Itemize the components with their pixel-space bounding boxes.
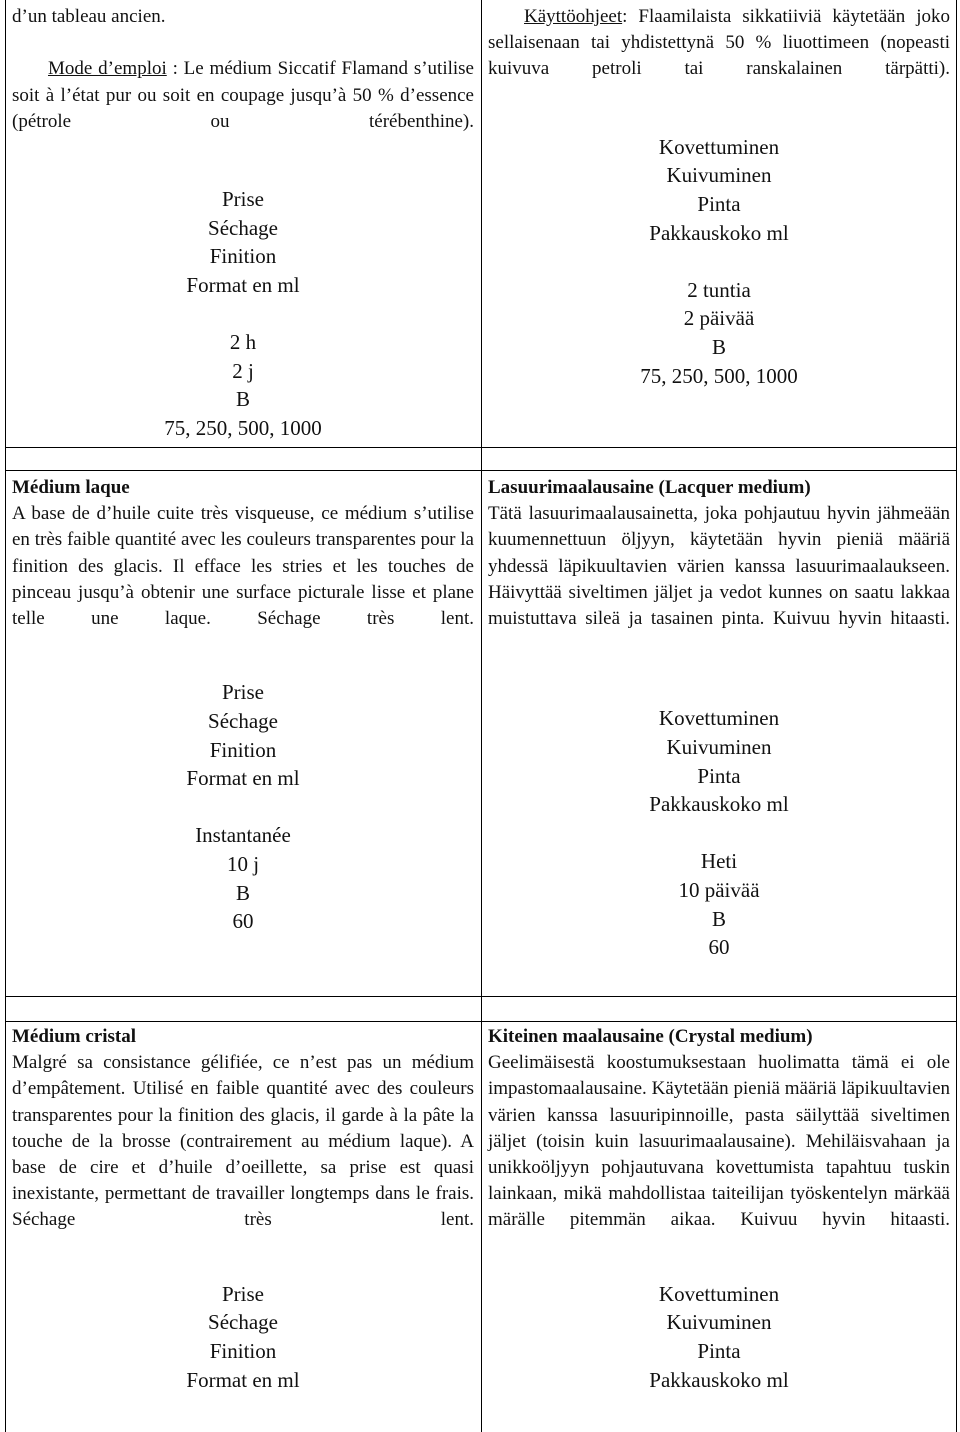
- spec-label-kuivuminen: Kuivuminen: [666, 163, 772, 188]
- spec-label-kovettuminen: Kovettuminen: [658, 1281, 780, 1306]
- spec-value-sechage: 10 j: [226, 851, 260, 876]
- spec-value-pakkauskoko: 75, 250, 500, 1000: [640, 363, 798, 388]
- laque-fi-cell: [488, 475, 950, 962]
- spec-value-format: 60: [232, 909, 254, 934]
- spec-label-prise: Prise: [222, 1281, 264, 1306]
- siccatif-fi-usage: Käyttöohjeet: Flaamilaista sikkatiiviä käytetään joko sellaisenaan tai yhdistettynä 50 % liuottimeen (nopeasti kuivuva petroli tai ranskalainen tärpätti).: [488, 6, 950, 80]
- table-border-middle: [481, 0, 482, 1432]
- cristal-fr-description: Malgré sa consistance gélifiée, ce n’est pas un médium d’empâtement. Utilisé en faible quantité avec des couleurs transparentes pour la finition des glacis, il garde à la pâte la touche de la brosse (contrairement au médium laque). A base de cire et d’huile d’oeillette, sa prise est quasi inexistante, permettant de travailler longtemps dans le frais. Séchage très lent.: [12, 1052, 474, 1231]
- spec-value-sechage: 2 j: [232, 358, 254, 383]
- spec-label-format: Format en ml: [186, 766, 300, 791]
- spec-label-prise: Prise: [222, 680, 264, 705]
- row-divider-2: [5, 470, 957, 471]
- cristal-fi-description: Geelimäisestä koostumuksestaan huolimatta tämä ei ole impastomaalausaine. Käytetään pieniä määriä läpikuultavien värien kanssa lasuuripinnoille, pasta säilyttää siveltimen jäljet (toisin kuin lasuurimaalausaine). Mehiläisvahaan ja unikkoöljyyn pohjautuvana kovettumista tapahtuu tuskin lainkaan, mikä mahdollistaa taiteilijan työskentelyn märkää märälle pitemmän aikaa. Kuivuu hyvin hitaasti.: [488, 1052, 950, 1231]
- spec-value-kovettuminen: 2 tuntia: [687, 277, 751, 302]
- laque-fi-specs: [488, 704, 950, 961]
- laque-fr-title: Médium laque: [12, 477, 130, 498]
- spec-value-pakkauskoko: 60: [708, 935, 730, 960]
- spec-value-pinta: B: [711, 334, 726, 359]
- table-border-right: [956, 0, 957, 1432]
- cristal-fr-title: Médium cristal: [12, 1026, 137, 1047]
- laque-fi-title: Lasuurimaalausaine (Lacquer medium): [488, 477, 811, 498]
- spec-value-kuivuminen: 2 päivää: [683, 306, 755, 331]
- spec-label-pakkauskoko: Pakkauskoko ml: [649, 220, 789, 245]
- spec-label-sechage: Séchage: [208, 215, 278, 240]
- spec-label-kovettuminen: Kovettuminen: [658, 134, 780, 159]
- cristal-fr-cell: [12, 1024, 474, 1394]
- spec-label-pinta: Pinta: [697, 763, 741, 788]
- row-divider-3: [5, 996, 957, 997]
- spec-label-sechage: Séchage: [208, 709, 278, 734]
- spec-label-pakkauskoko: Pakkauskoko ml: [649, 1367, 789, 1392]
- laque-fr-cell: [12, 475, 474, 936]
- spec-value-format: 75, 250, 500, 1000: [164, 415, 322, 440]
- spec-label-kovettuminen: Kovettuminen: [658, 706, 780, 731]
- spec-value-kuivuminen: 10 päivää: [678, 877, 760, 902]
- spec-value-kovettuminen: Heti: [700, 849, 738, 874]
- table-border-left: [5, 0, 6, 1432]
- spec-label-pinta: Pinta: [697, 1339, 741, 1364]
- siccatif-fr-cell: [12, 4, 474, 443]
- cristal-fi-specs: [488, 1280, 950, 1394]
- spec-value-finition: B: [235, 387, 250, 412]
- cristal-fi-cell: [488, 1024, 950, 1394]
- mode-emploi-label: Mode d’emploi: [48, 58, 167, 80]
- laque-fi-description: Tätä lasuurimaalausainetta, joka pohjautuu hyvin jähmeään kuumennettuun öljyyn, käytetään hyvin pieniä määriä yhdessä läpikuultavien värien kanssa lasuurimaalaukseen. Häivyttää siveltimen jäljet ja vedot kunnes on saatu lakkaa muistuttava sileä ja tasainen pinta. Kuivuu hyvin hitaasti.: [488, 503, 950, 630]
- laque-fr-specs: [12, 678, 474, 935]
- spec-value-pinta: B: [711, 906, 726, 931]
- spec-label-sechage: Séchage: [208, 1310, 278, 1335]
- cristal-fr-specs: [12, 1280, 474, 1394]
- spec-label-format: Format en ml: [186, 273, 300, 297]
- spec-value-finition: B: [235, 880, 250, 905]
- laque-fr-description: A base de d’huile cuite très visqueuse, ce médium s’utilise en très faible quantité avec les couleurs transparentes pour la finition des glacis. Il efface les stries et les touches de pinceau jusqu’à obtenir une surface picturale lisse et plane telle une laque. Séchage très lent.: [12, 503, 474, 630]
- spec-label-prise: Prise: [222, 187, 264, 212]
- kayttoohjeet-label: Käyttöohjeet: [524, 6, 623, 27]
- siccatif-fi-specs: [488, 133, 950, 390]
- spec-label-kuivuminen: Kuivuminen: [666, 735, 772, 760]
- row-divider-1: [5, 447, 957, 448]
- spec-label-kuivuminen: Kuivuminen: [666, 1310, 772, 1335]
- spec-label-pakkauskoko: Pakkauskoko ml: [649, 792, 789, 817]
- spec-label-finition: Finition: [209, 737, 277, 762]
- spec-label-pinta: Pinta: [697, 192, 741, 216]
- siccatif-fr-specs: [12, 185, 474, 442]
- siccatif-fr-intro: d’un tableau ancien.: [12, 6, 166, 27]
- spec-value-prise: Instantanée: [195, 823, 291, 848]
- spec-label-format: Format en ml: [186, 1367, 300, 1392]
- spec-label-finition: Finition: [209, 244, 277, 269]
- cristal-fi-title: Kiteinen maalausaine (Crystal medium): [488, 1026, 813, 1047]
- siccatif-fr-usage: Mode d’emploi : Le médium Siccatif Flamand s’utilise soit à l’état pur ou soit en coupage jusqu’à 50 % d’essence (pétrole ou térébenthine).: [12, 58, 474, 132]
- spec-label-finition: Finition: [209, 1339, 277, 1364]
- siccatif-fi-cell: [488, 4, 950, 390]
- spec-value-prise: 2 h: [229, 330, 257, 355]
- row-divider-4: [5, 1021, 957, 1022]
